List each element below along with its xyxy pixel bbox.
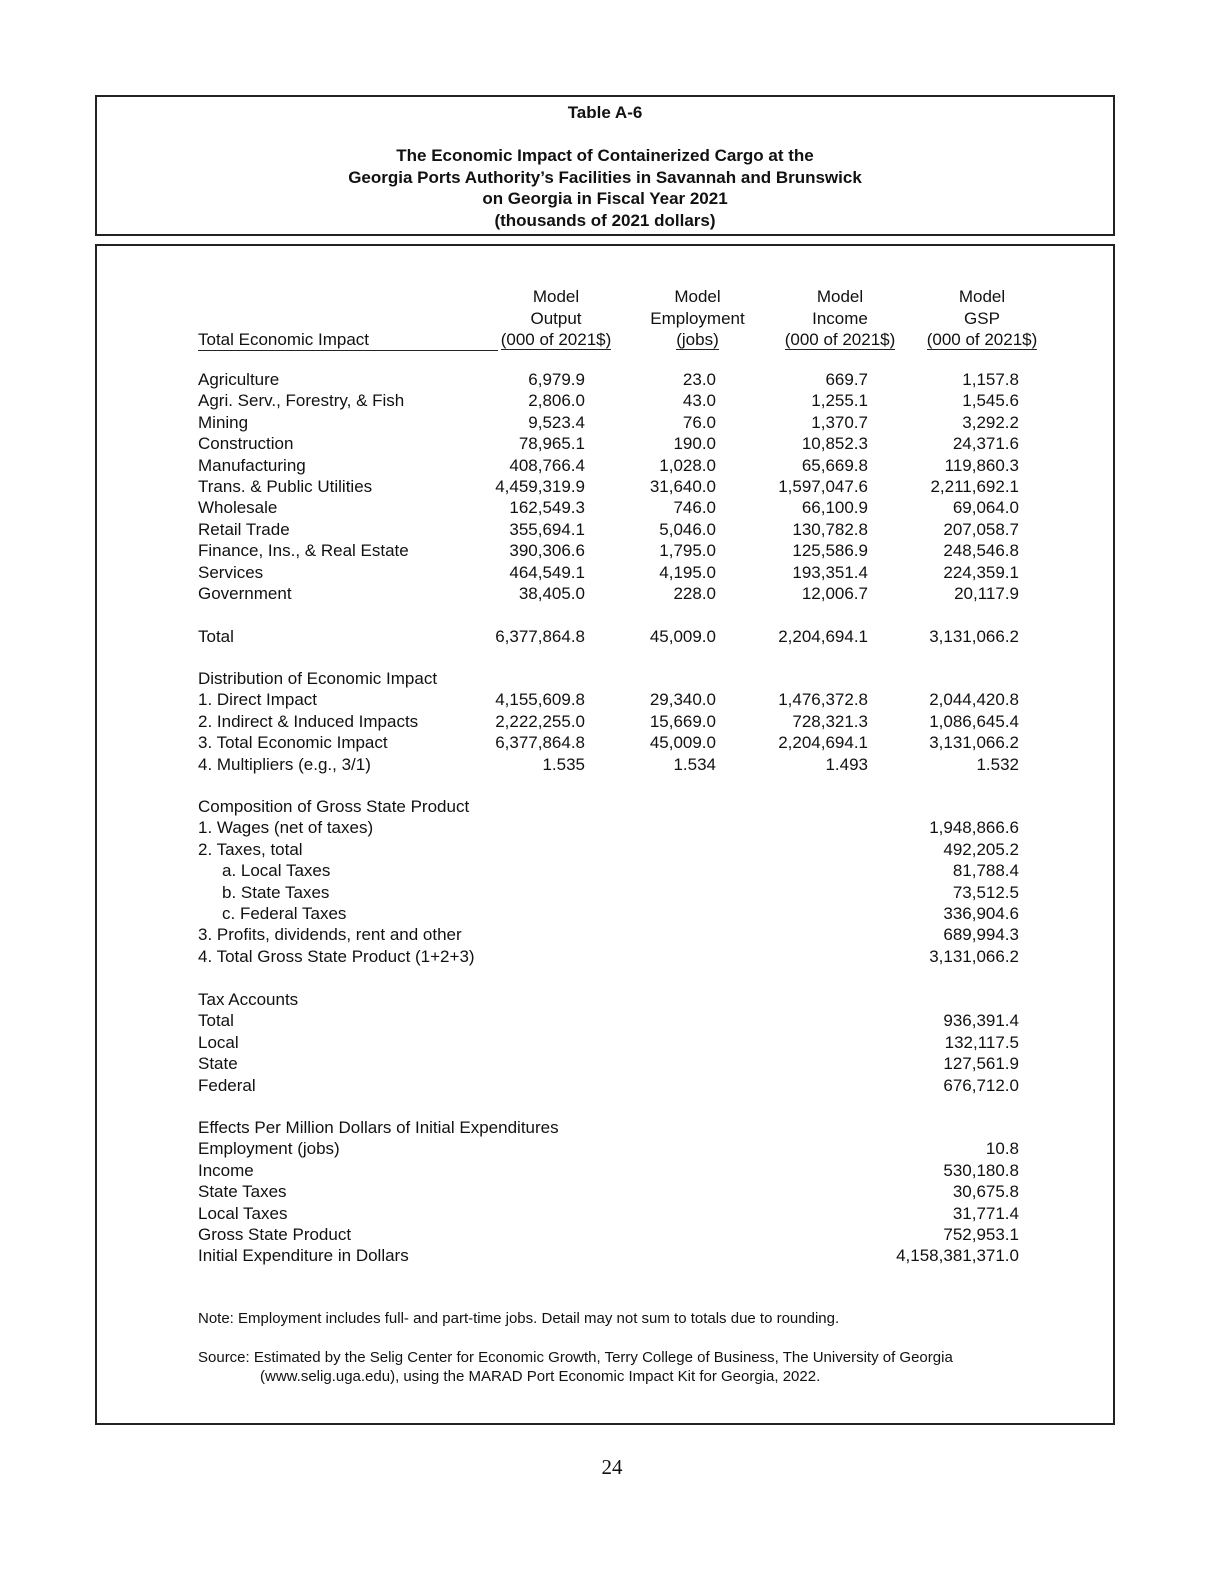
employment-value: 4,195.0: [659, 562, 716, 582]
table-title: [97, 145, 1113, 231]
row-label: Federal: [198, 1075, 256, 1095]
gsp-value: 3,131,066.2: [929, 733, 1019, 753]
output-value: 6,377,864.8: [495, 627, 585, 646]
row-label: Mining: [198, 412, 249, 432]
section-heading: [0, 797, 1224, 818]
table-row: [0, 883, 1224, 904]
table-row: [0, 1011, 1224, 1032]
row-label: 4. Multipliers (e.g., 3/1): [198, 754, 371, 774]
table-row: [0, 947, 1224, 968]
table-row: [0, 520, 1224, 541]
employment-value: 190.0: [673, 434, 716, 454]
income-value: 1,476,372.8: [778, 690, 868, 710]
table-title-box: [95, 95, 1115, 236]
income-value: 1.493: [825, 754, 868, 774]
output-value: 6,979.9: [528, 370, 585, 389]
gsp-value: 1.532: [976, 754, 1019, 774]
table-row: [0, 1182, 1224, 1203]
row-label: 3. Profits, dividends, rent and other: [198, 925, 462, 945]
table-row: [0, 861, 1224, 882]
gsp-value: 752,953.1: [943, 1225, 1019, 1244]
header-line: Employment: [650, 308, 745, 328]
output-value: 78,965.1: [518, 434, 585, 454]
header-line: Model: [532, 287, 580, 306]
table-row: [0, 1204, 1224, 1225]
output-value: 2,222,255.0: [495, 711, 585, 731]
label-column-header: Total Economic Impact: [198, 329, 498, 351]
header-line: Income: [812, 308, 868, 328]
row-label: Retail Trade: [198, 519, 290, 539]
row-label: Agriculture: [198, 370, 280, 389]
row-label: Local: [198, 1032, 239, 1052]
row-label: Total: [198, 1011, 234, 1031]
table-row: [0, 925, 1224, 946]
income-value: 125,586.9: [792, 541, 868, 561]
row-label: State: [198, 1054, 238, 1074]
gsp-value: 1,157.8: [962, 370, 1019, 389]
output-value: 408,766.4: [509, 455, 585, 475]
employment-value: 228.0: [673, 584, 716, 603]
tax-accounts-heading: Tax Accounts: [198, 990, 299, 1009]
gsp-value: 676,712.0: [943, 1075, 1019, 1095]
employment-value: 76.0: [682, 412, 716, 432]
employment-value: 31,640.0: [649, 477, 716, 496]
income-value: 1,597,047.6: [778, 477, 868, 496]
gsp-value: 119,860.3: [944, 455, 1019, 475]
gsp-value: 24,371.6: [952, 434, 1019, 454]
output-value: 38,405.0: [518, 584, 585, 603]
column-header-gsp: [922, 286, 1042, 351]
row-label: Services: [198, 562, 264, 582]
gsp-value: 31,771.4: [952, 1203, 1019, 1223]
output-value: 464,549.1: [509, 562, 585, 582]
income-value: 193,351.4: [792, 562, 868, 582]
table-row: [0, 413, 1224, 434]
table-row: [0, 818, 1224, 839]
income-value: 2,204,694.1: [778, 627, 868, 646]
gsp-value: 4,158,381,371.0: [896, 1246, 1019, 1266]
employment-value: 45,009.0: [649, 733, 716, 753]
row-label: Total: [198, 627, 234, 646]
gsp-value: 336,904.6: [943, 904, 1019, 923]
section-heading: [0, 990, 1224, 1011]
employment-value: 1.534: [673, 754, 716, 774]
table-row: [0, 1054, 1224, 1075]
table-row: [0, 1161, 1224, 1182]
gsp-value: 3,292.2: [962, 412, 1019, 432]
output-value: 9,523.4: [528, 412, 585, 432]
table-row: [0, 1139, 1224, 1160]
income-value: 728,321.3: [792, 711, 868, 731]
source-line: (www.selig.uga.edu), using the MARAD Port Economic Impact Kit for Georgia, 2022.: [260, 1368, 821, 1385]
row-label: 2. Taxes, total: [198, 839, 303, 859]
income-value: 1,370.7: [811, 412, 868, 432]
gsp-value: 132,117.5: [944, 1032, 1019, 1052]
gsp-value: 936,391.4: [943, 1011, 1019, 1031]
gsp-value: 81,788.4: [952, 861, 1019, 881]
output-value: 2,806.0: [528, 391, 585, 411]
gsp-value: 127,561.9: [943, 1054, 1019, 1074]
table-row: [0, 498, 1224, 519]
effects-heading: Effects Per Million Dollars of Initial Expenditures: [198, 1118, 559, 1137]
table-source: [198, 1348, 953, 1386]
header-unit: (000 of 2021$): [784, 330, 896, 349]
table-row: [0, 584, 1224, 605]
total-row: [0, 627, 1224, 648]
source-line: Source: Estimated by the Selig Center for Economic Growth, Terry College of Business, The University of Georgia: [198, 1349, 953, 1366]
header-line: GSP: [964, 308, 1000, 328]
employment-value: 23.0: [682, 370, 716, 389]
table-row: [0, 456, 1224, 477]
row-label: Finance, Ins., & Real Estate: [198, 541, 409, 561]
income-value: 66,100.9: [801, 498, 868, 518]
income-value: 12,006.7: [801, 584, 868, 603]
income-value: 65,669.8: [801, 455, 868, 475]
table-row: [0, 755, 1224, 776]
table-row: [0, 434, 1224, 455]
employment-value: 15,669.0: [649, 711, 716, 731]
income-value: 669.7: [825, 370, 868, 389]
output-value: 4,155,609.8: [495, 690, 585, 710]
section-heading: [0, 1118, 1224, 1139]
table-row: [0, 690, 1224, 711]
header-line: Output: [530, 308, 582, 328]
row-label: 4. Total Gross State Product (1+2+3): [198, 946, 475, 966]
row-label: b. State Taxes: [222, 882, 330, 902]
output-value: 390,306.6: [509, 541, 585, 561]
row-label: Government: [198, 584, 292, 603]
gsp-value: 689,994.3: [943, 925, 1019, 945]
header-line: Model: [816, 287, 864, 306]
gsp-composition-heading: Composition of Gross State Product: [198, 797, 470, 816]
header-unit: (jobs): [676, 330, 719, 349]
gsp-value: 3,131,066.2: [929, 946, 1019, 966]
header-unit: (000 of 2021$): [926, 330, 1038, 349]
row-label: Local Taxes: [198, 1203, 288, 1223]
column-header-employment: [640, 286, 755, 351]
column-header-income: [780, 286, 900, 351]
header-line: Model: [958, 287, 1006, 306]
gsp-value: 1,948,866.6: [929, 818, 1019, 838]
row-label: 2. Indirect & Induced Impacts: [198, 711, 419, 731]
gsp-value: 530,180.8: [943, 1160, 1019, 1180]
row-label: c. Federal Taxes: [222, 904, 347, 923]
gsp-value: 248,546.8: [943, 541, 1019, 561]
table-row: [0, 391, 1224, 412]
gsp-value: 2,211,692.1: [930, 477, 1019, 496]
table-row: [0, 712, 1224, 733]
gsp-value: 224,359.1: [943, 562, 1019, 582]
employment-value: 1,795.0: [659, 541, 716, 561]
gsp-value: 10.8: [985, 1139, 1019, 1159]
row-label: State Taxes: [198, 1182, 287, 1202]
employment-value: 43.0: [682, 391, 716, 411]
table-row: [0, 1076, 1224, 1097]
table-row: [0, 840, 1224, 861]
output-value: 4,459,319.9: [495, 477, 585, 496]
gsp-value: 69,064.0: [952, 498, 1019, 518]
distribution-heading: Distribution of Economic Impact: [198, 669, 438, 688]
table-row: [0, 904, 1224, 925]
employment-value: 45,009.0: [649, 627, 716, 646]
gsp-value: 1,545.6: [962, 391, 1019, 411]
table-row: [0, 733, 1224, 754]
row-label: Initial Expenditure in Dollars: [198, 1246, 409, 1266]
gsp-value: 1,086,645.4: [929, 711, 1019, 731]
row-label: Trans. & Public Utilities: [198, 477, 373, 496]
table-row: [0, 1033, 1224, 1054]
title-line: (thousands of 2021 dollars): [494, 210, 716, 230]
gsp-value: 207,058.7: [943, 519, 1019, 539]
gsp-value: 2,044,420.8: [929, 690, 1019, 710]
gsp-value: 3,131,066.2: [929, 627, 1019, 646]
gsp-value: 30,675.8: [952, 1182, 1019, 1202]
income-value: 10,852.3: [801, 434, 868, 454]
output-value: 1.535: [542, 754, 585, 774]
title-line: on Georgia in Fiscal Year 2021: [482, 189, 728, 208]
table-row: [0, 1225, 1224, 1246]
income-value: 130,782.8: [792, 519, 868, 539]
employment-value: 746.0: [673, 498, 716, 518]
row-label: Income: [198, 1160, 254, 1180]
table-row: [0, 1246, 1224, 1267]
gsp-value: 492,205.2: [943, 839, 1019, 859]
employment-value: 29,340.0: [649, 690, 716, 710]
row-label: Employment (jobs): [198, 1139, 340, 1159]
row-label: 3. Total Economic Impact: [198, 733, 388, 753]
output-value: 6,377,864.8: [495, 733, 585, 753]
title-line: Georgia Ports Authority’s Facilities in Savannah and Brunswick: [348, 167, 862, 187]
row-label: Agri. Serv., Forestry, & Fish: [198, 391, 405, 411]
employment-value: 1,028.0: [659, 455, 716, 475]
row-label: 1. Direct Impact: [198, 690, 318, 710]
row-label: Manufacturing: [198, 455, 306, 475]
table-row: [0, 541, 1224, 562]
table-note: Note: Employment includes full- and part-time jobs. Detail may not sum to totals due to rounding.: [198, 1310, 840, 1327]
row-label: Gross State Product: [198, 1225, 352, 1244]
column-header-output: [496, 286, 616, 351]
row-label: Construction: [198, 434, 294, 454]
page-number: 24: [601, 1455, 623, 1479]
row-label: Wholesale: [198, 498, 278, 518]
output-value: 355,694.1: [509, 519, 585, 539]
row-label: 1. Wages (net of taxes): [198, 818, 374, 838]
table-row: [0, 477, 1224, 498]
employment-value: 5,046.0: [659, 519, 716, 539]
section-heading: [0, 669, 1224, 690]
header-unit: (000 of 2021$): [500, 330, 612, 349]
gsp-value: 20,117.9: [954, 584, 1019, 603]
gsp-value: 73,512.5: [952, 882, 1019, 902]
output-value: 162,549.3: [509, 498, 585, 518]
row-label: a. Local Taxes: [222, 861, 331, 881]
income-value: 2,204,694.1: [778, 733, 868, 753]
table-row: [0, 563, 1224, 584]
title-line: The Economic Impact of Containerized Cargo at the: [396, 146, 814, 165]
table-label: Table A-6: [567, 103, 643, 122]
income-value: 1,255.1: [811, 391, 868, 411]
header-line: Model: [674, 287, 721, 306]
table-row: [0, 370, 1224, 391]
